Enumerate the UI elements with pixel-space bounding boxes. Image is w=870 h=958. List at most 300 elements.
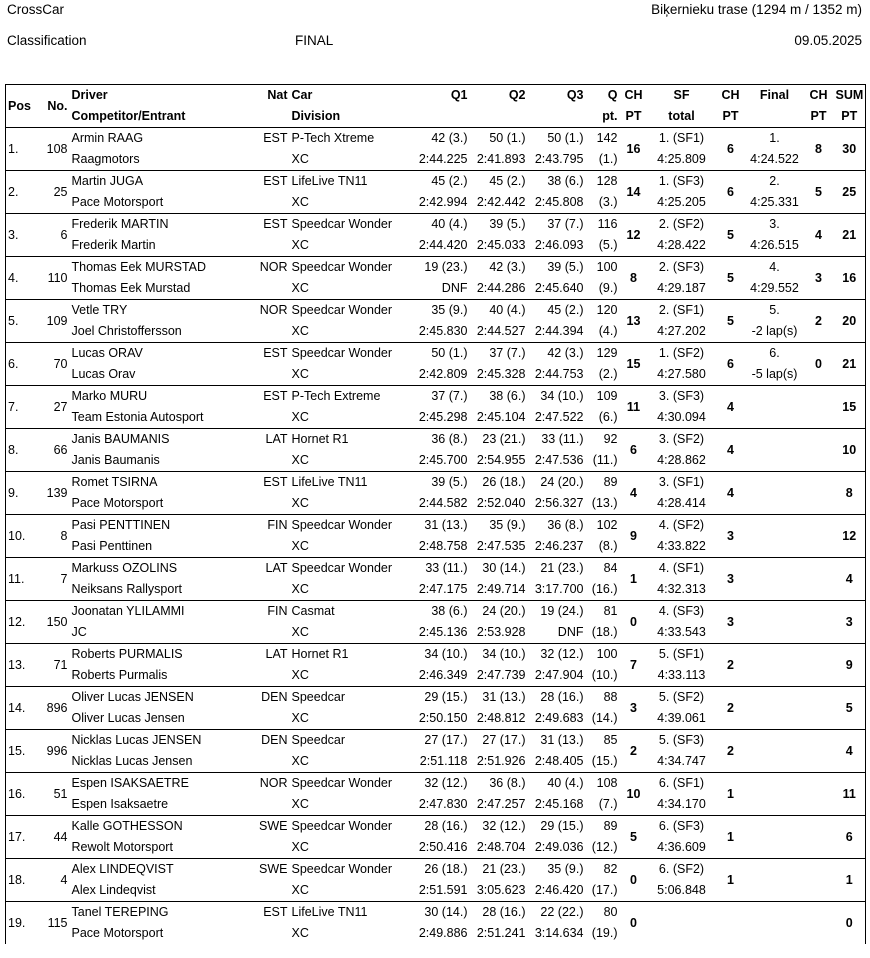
sf-time-cell [648,923,716,944]
q2-points-cell: 45 (2.) [470,171,528,193]
empty-cell [250,751,290,773]
q1-points-cell: 39 (5.) [408,472,470,494]
sum-points-cell: 1 [834,859,866,902]
table-row [6,773,866,795]
q-total-cell: 85 [586,730,620,752]
ch-sf-points-cell: 3 [716,558,746,601]
col-ch-sf: CH [716,85,746,107]
final-time-cell [746,579,804,601]
car-cell: LifeLive TN11 [290,902,408,924]
sf-time-cell: 4:34.747 [657,754,706,768]
q2-time-cell: 2:45.033 [476,238,526,252]
driver-cell: Armin RAAG [70,128,250,150]
q2-points-cell: 23 (21.) [470,429,528,451]
driver-cell: Kalle GOTHESSON [70,816,250,838]
final-time-cell [746,536,804,558]
sum-points-cell: 9 [834,644,866,687]
table-row [6,515,866,537]
division-cell: XC [291,410,309,424]
final-result-cell [746,601,804,623]
final-time-cell [746,708,804,730]
q2-time-cell: 2:48.704 [476,840,526,854]
pos-cell: 5. [6,300,36,343]
ch-sf-points-cell: 5 [716,300,746,343]
competitor-cell: Lucas Orav [71,367,136,381]
ch-sf-points-cell: 3 [716,515,746,558]
driver-cell: Vetle TRY [70,300,250,322]
q1-time-cell: 2:44.225 [418,152,468,166]
sum-points-cell: 0 [834,902,866,945]
driver-cell: Lucas ORAV [70,343,250,365]
division-cell: XC [291,625,309,639]
ch-final-points-cell [804,601,834,644]
q3-points-cell: 33 (11.) [528,429,586,451]
competitor-cell: Joel Christoffersson [71,324,182,338]
sf-result-cell: 6. (SF2) [648,859,716,881]
ch-q-points-cell: 13 [620,300,648,343]
sf-time-cell: 4:27.202 [657,324,706,338]
ch-q-points-cell: 12 [620,214,648,257]
ch-final-points-cell [804,515,834,558]
final-time-cell [746,450,804,472]
ch-sf-points-cell: 1 [716,773,746,816]
ch-sf-points-cell: 6 [716,343,746,386]
car-number-cell: 27 [36,386,70,429]
competitor-cell: Neiksans Rallysport [71,582,182,596]
empty-cell [250,364,290,386]
q3-time-cell: 3:14.634 [534,926,584,940]
driver-cell: Nicklas Lucas JENSEN [70,730,250,752]
sf-time-cell: 4:33.543 [657,625,706,639]
ch-final-points-cell: 0 [804,343,834,386]
ch-sf-points-cell: 4 [716,429,746,472]
pos-cell: 11. [6,558,36,601]
col-pt-q: PT [620,106,648,128]
division-cell: XC [291,539,309,553]
table-row [6,472,866,494]
car-cell: Speedcar Wonder [290,773,408,795]
sf-time-cell: 4:34.170 [657,797,706,811]
q1-points-cell: 34 (10.) [408,644,470,666]
q2-time-cell: 2:54.955 [476,453,526,467]
sf-result-cell: 4. (SF3) [648,601,716,623]
car-number-cell: 7 [36,558,70,601]
empty-cell [250,493,290,515]
sf-result-cell: 2. (SF3) [648,257,716,279]
nat-cell: FIN [250,601,290,623]
q3-points-cell: 39 (5.) [528,257,586,279]
empty-cell [250,923,290,944]
col-sum: SUM [834,85,866,107]
q3-points-cell: 40 (4.) [528,773,586,795]
nat-cell: FIN [250,515,290,537]
ch-q-points-cell: 16 [620,128,648,171]
ch-final-points-cell: 3 [804,257,834,300]
final-time-cell [746,837,804,859]
q-total-cell: 100 [586,257,620,279]
table-row [6,386,866,408]
final-result-cell: 4. [746,257,804,279]
sf-result-cell: 4. (SF2) [648,515,716,537]
ch-final-points-cell: 8 [804,128,834,171]
competitor-cell: Roberts Purmalis [71,668,168,682]
nat-cell: LAT [250,558,290,580]
competitor-cell: Oliver Lucas Jensen [71,711,185,725]
competitor-cell: Thomas Eek Murstad [71,281,191,295]
q-total-cell: 81 [586,601,620,623]
q3-time-cell: 2:45.640 [534,281,584,295]
nat-cell: EST [250,214,290,236]
q3-points-cell: 32 (12.) [528,644,586,666]
pos-cell: 6. [6,343,36,386]
q3-time-cell: 2:47.904 [534,668,584,682]
division-cell: XC [291,883,309,897]
sum-points-cell: 11 [834,773,866,816]
empty-cell [250,149,290,171]
q2-time-cell: 2:49.714 [476,582,526,596]
sf-result-cell: 3. (SF1) [648,472,716,494]
table-row [6,171,866,193]
final-time-cell: 4:24.522 [750,152,799,166]
col-q3: Q3 [528,85,586,107]
empty-cell [250,536,290,558]
q3-time-cell: 2:56.327 [534,496,584,510]
q-total-cell: 142 [586,128,620,150]
sf-time-cell: 4:39.061 [657,711,706,725]
col-pt-final: PT [804,106,834,128]
car-number-cell: 4 [36,859,70,902]
q1-time-cell: 2:45.298 [418,410,468,424]
q1-points-cell: 35 (9.) [408,300,470,322]
sf-result-cell: 6. (SF3) [648,816,716,838]
division-cell: XC [291,281,309,295]
final-result-cell [746,773,804,795]
pos-cell: 9. [6,472,36,515]
sf-result-cell [648,902,716,924]
pos-cell: 12. [6,601,36,644]
nat-cell: EST [250,386,290,408]
q-rank-cell: (13.) [591,496,618,510]
ch-q-points-cell: 5 [620,816,648,859]
q2-time-cell: 2:51.241 [476,926,526,940]
col-sum-pt: PT [834,106,866,128]
q1-points-cell: 29 (15.) [408,687,470,709]
sum-points-cell: 16 [834,257,866,300]
pos-cell: 17. [6,816,36,859]
ch-sf-points-cell: 4 [716,472,746,515]
q3-time-cell: 2:43.795 [534,152,584,166]
q1-time-cell: 2:50.416 [418,840,468,854]
q-rank-cell: (17.) [591,883,618,897]
pos-cell: 3. [6,214,36,257]
division-cell: XC [291,754,309,768]
q2-time-cell: 2:47.739 [476,668,526,682]
nat-cell: LAT [250,429,290,451]
q1-points-cell: 31 (13.) [408,515,470,537]
sum-points-cell: 10 [834,429,866,472]
ch-sf-points-cell: 1 [716,859,746,902]
empty-cell [250,321,290,343]
q1-time-cell: 2:44.582 [418,496,468,510]
table-row [6,128,866,150]
sum-points-cell: 6 [834,816,866,859]
sum-points-cell: 30 [834,128,866,171]
final-result-cell [746,730,804,752]
empty-cell [250,708,290,730]
final-result-cell [746,472,804,494]
q-total-cell: 92 [586,429,620,451]
driver-cell: Pasi PENTTINEN [70,515,250,537]
sf-time-cell: 4:32.313 [657,582,706,596]
pos-cell: 1. [6,128,36,171]
table-row [6,730,866,752]
col-q2: Q2 [470,85,528,107]
ch-q-points-cell: 0 [620,902,648,945]
q1-time-cell: 2:47.830 [418,797,468,811]
driver-cell: Espen ISAKSAETRE [70,773,250,795]
ch-q-points-cell: 9 [620,515,648,558]
competitor-cell: Pace Motorsport [71,496,164,510]
q1-points-cell: 27 (17.) [408,730,470,752]
q3-time-cell: 2:48.405 [534,754,584,768]
col-car: Car [290,85,408,107]
sum-points-cell: 8 [834,472,866,515]
q1-time-cell: 2:42.994 [418,195,468,209]
q-rank-cell: (1.) [598,152,618,166]
car-number-cell: 108 [36,128,70,171]
q3-time-cell: 3:17.700 [534,582,584,596]
section-title: Classification [7,33,87,48]
car-number-cell: 71 [36,644,70,687]
q3-points-cell: 45 (2.) [528,300,586,322]
table-row [6,687,866,709]
ch-q-points-cell: 14 [620,171,648,214]
ch-q-points-cell: 7 [620,644,648,687]
sf-result-cell: 2. (SF2) [648,214,716,236]
competitor-cell: Raagmotors [71,152,140,166]
driver-cell: Janis BAUMANIS [70,429,250,451]
car-cell: Hornet R1 [290,429,408,451]
ch-sf-points-cell: 6 [716,171,746,214]
final-time-cell [746,794,804,816]
q1-points-cell: 40 (4.) [408,214,470,236]
q-rank-cell: (14.) [591,711,618,725]
q3-points-cell: 36 (8.) [528,515,586,537]
col-final: Final [746,85,804,107]
q3-points-cell: 21 (23.) [528,558,586,580]
final-result-cell: 6. [746,343,804,365]
driver-cell: Romet TSIRNA [70,472,250,494]
ch-final-points-cell [804,429,834,472]
q2-time-cell: 2:45.104 [476,410,526,424]
ch-sf-points-cell [716,902,746,945]
division-cell: XC [291,367,309,381]
col-ch-q: CH [620,85,648,107]
ch-q-points-cell: 11 [620,386,648,429]
q1-points-cell: 36 (8.) [408,429,470,451]
car-number-cell: 150 [36,601,70,644]
competitor-cell: Alex Lindeqvist [71,883,156,897]
ch-final-points-cell: 5 [804,171,834,214]
q2-time-cell: 2:42.442 [476,195,526,209]
q1-time-cell: 2:45.700 [418,453,468,467]
car-cell: Speedcar Wonder [290,515,408,537]
q3-points-cell: 29 (15.) [528,816,586,838]
car-number-cell: 109 [36,300,70,343]
ch-q-points-cell: 8 [620,257,648,300]
ch-q-points-cell: 2 [620,730,648,773]
nat-cell: EST [250,902,290,924]
sum-points-cell: 20 [834,300,866,343]
ch-sf-points-cell: 6 [716,128,746,171]
final-time-cell [746,751,804,773]
car-number-cell: 6 [36,214,70,257]
competitor-cell: Pace Motorsport [71,195,164,209]
q2-points-cell: 27 (17.) [470,730,528,752]
col-ch-final: CH [804,85,834,107]
competitor-cell: Rewolt Motorsport [71,840,173,854]
sf-time-cell: 4:33.822 [657,539,706,553]
empty-cell [250,192,290,214]
q-total-cell: 100 [586,644,620,666]
table-row [6,859,866,881]
sf-time-cell: 4:25.205 [657,195,706,209]
q3-time-cell: 2:45.168 [534,797,584,811]
q-rank-cell: (8.) [598,539,618,553]
q2-points-cell: 30 (14.) [470,558,528,580]
q2-time-cell: 2:44.527 [476,324,526,338]
ch-final-points-cell [804,472,834,515]
q3-points-cell: 38 (6.) [528,171,586,193]
ch-q-points-cell: 15 [620,343,648,386]
ch-final-points-cell [804,773,834,816]
q-total-cell: 82 [586,859,620,881]
ch-final-points-cell [804,816,834,859]
q2-points-cell: 34 (10.) [470,644,528,666]
car-number-cell: 51 [36,773,70,816]
competitor-cell: Pace Motorsport [71,926,164,940]
empty-cell [250,579,290,601]
q1-time-cell: 2:44.420 [418,238,468,252]
sf-time-cell: 4:28.414 [657,496,706,510]
nat-cell: EST [250,128,290,150]
pos-cell: 16. [6,773,36,816]
q2-time-cell: 2:44.286 [476,281,526,295]
col-pos: Pos [6,85,36,128]
competitor-cell: Team Estonia Autosport [71,410,204,424]
driver-cell: Tanel TEREPING [70,902,250,924]
ch-final-points-cell: 4 [804,214,834,257]
q-rank-cell: (12.) [591,840,618,854]
table-row [6,601,866,623]
ch-sf-points-cell: 5 [716,214,746,257]
car-number-cell: 996 [36,730,70,773]
nat-cell: NOR [250,773,290,795]
ch-final-points-cell [804,644,834,687]
app-title: CrossCar [7,2,65,17]
car-cell: Speedcar [290,730,408,752]
q1-points-cell: 33 (11.) [408,558,470,580]
ch-final-points-cell: 2 [804,300,834,343]
classification-table [5,84,866,944]
q3-time-cell: 2:47.522 [534,410,584,424]
car-cell: Casmat [290,601,408,623]
sf-time-cell: 4:28.862 [657,453,706,467]
table-row [6,214,866,236]
q1-points-cell: 26 (18.) [408,859,470,881]
ch-q-points-cell: 1 [620,558,648,601]
competitor-cell: JC [71,625,87,639]
final-result-cell: 3. [746,214,804,236]
final-result-cell: 1. [746,128,804,150]
q1-time-cell: 2:49.886 [418,926,468,940]
q3-points-cell: 35 (9.) [528,859,586,881]
q3-points-cell: 22 (22.) [528,902,586,924]
ch-sf-points-cell: 3 [716,601,746,644]
table-row [6,816,866,838]
col-q: Q [586,85,620,107]
q-rank-cell: (3.) [598,195,618,209]
q2-points-cell: 42 (3.) [470,257,528,279]
sf-time-cell: 4:30.094 [657,410,706,424]
sf-result-cell: 5. (SF2) [648,687,716,709]
car-cell: Speedcar Wonder [290,257,408,279]
q3-points-cell: 37 (7.) [528,214,586,236]
col-division: Division [290,106,408,128]
final-time-cell [746,665,804,687]
q3-points-cell: 31 (13.) [528,730,586,752]
sf-result-cell: 5. (SF3) [648,730,716,752]
q2-points-cell: 32 (12.) [470,816,528,838]
q3-time-cell: 2:46.237 [534,539,584,553]
driver-cell: Oliver Lucas JENSEN [70,687,250,709]
ch-sf-points-cell: 2 [716,644,746,687]
q-total-cell: 102 [586,515,620,537]
q-rank-cell: (16.) [591,582,618,596]
final-time-cell [746,923,804,944]
sf-result-cell: 5. (SF1) [648,644,716,666]
sum-points-cell: 3 [834,601,866,644]
q3-points-cell: 34 (10.) [528,386,586,408]
car-cell: Speedcar Wonder [290,214,408,236]
col-sf: SF [648,85,716,107]
division-cell: XC [291,926,309,940]
sf-result-cell: 4. (SF1) [648,558,716,580]
pos-cell: 19. [6,902,36,945]
q-total-cell: 108 [586,773,620,795]
nat-cell: EST [250,343,290,365]
final-result-cell [746,515,804,537]
final-time-cell: 4:25.331 [750,195,799,209]
table-row [6,257,866,279]
q-rank-cell: (15.) [591,754,618,768]
division-cell: XC [291,582,309,596]
q-total-cell: 84 [586,558,620,580]
nat-cell: DEN [250,730,290,752]
q-rank-cell: (10.) [591,668,618,682]
sf-result-cell: 2. (SF1) [648,300,716,322]
q2-points-cell: 36 (8.) [470,773,528,795]
ch-sf-points-cell: 1 [716,816,746,859]
driver-cell: Alex LINDEQVIST [70,859,250,881]
q-rank-cell: (7.) [598,797,618,811]
sf-time-cell: 4:29.187 [657,281,706,295]
sf-time-cell: 5:06.848 [657,883,706,897]
sum-points-cell: 15 [834,386,866,429]
table-body [6,128,866,945]
final-result-cell [746,558,804,580]
car-cell: Speedcar Wonder [290,343,408,365]
